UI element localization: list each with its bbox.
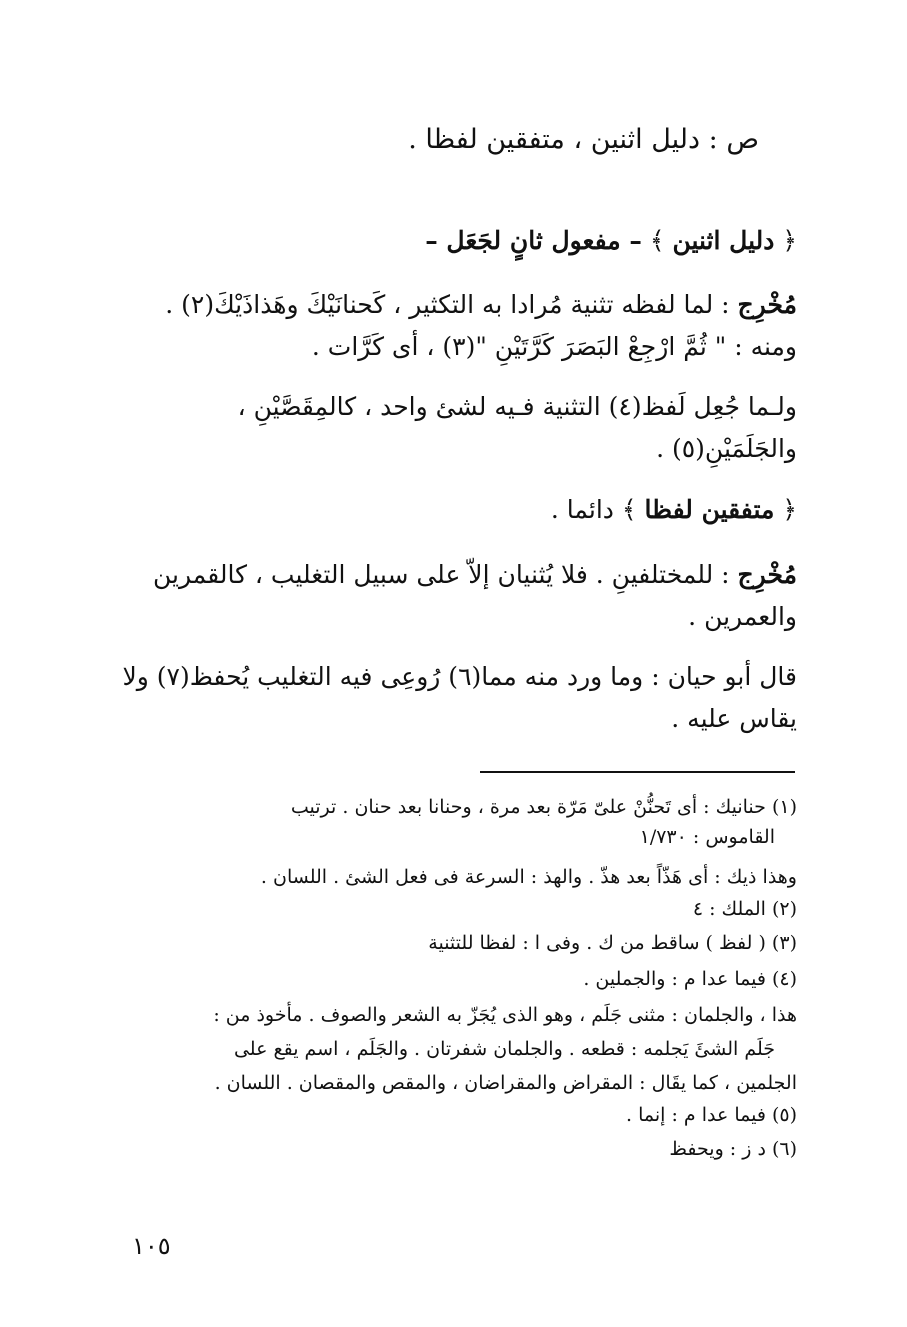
entry-definition: دائما .	[550, 495, 614, 524]
section-mark: ص	[726, 124, 759, 155]
footnote-line: وهذا ذيك : أى هَذّاً بعد هذّ . والهذ : السرعة فى فعل الشئ . اللسان .	[260, 866, 797, 888]
ornament-open: ﴿	[782, 226, 797, 255]
ornament-close: ﴾	[649, 226, 665, 255]
paragraph-text: والجَلَمَيْنِ(٥) .	[656, 434, 797, 463]
footnote-line: هذا ، والجلمان : مثنى جَلَم ، وهو الذى يُجَزّ به الشعر والصوف . مأخوذ من :	[213, 1004, 797, 1026]
paragraph-text: ومنه : " ثُمَّ ارْجِعْ البَصَرَ كَرَّتَيْنِ "(٣) ، أى كَرَّات .	[311, 332, 797, 361]
footnote-line: جَلَم الشئَ يَجلمه : قطعه . والجلمان شفرتان . والجَلَم ، اسم يقع على	[233, 1038, 775, 1060]
entry-term: متفقين لفظا	[644, 495, 775, 524]
footnote-line: (٣) ( لفظ ) ساقط من ك . وفى ا : لفظا للتثنية	[428, 932, 797, 954]
footnote-line: (٢) الملك : ٤	[692, 898, 797, 920]
paragraph-line	[107, 392, 797, 421]
footnote-line: (١) حنانيك : أى تَحنُّنْ علىّ مَرّة بعد مرة ، وحنانا بعد حنان . ترتيب	[290, 796, 797, 818]
lead-word: مُخْرِج	[737, 290, 797, 319]
lead-word: مُخْرِج	[737, 560, 797, 589]
paragraph-line	[107, 602, 797, 631]
ornament-close: ﴾	[621, 495, 637, 524]
paragraph-line	[107, 290, 797, 319]
paragraph-line	[107, 434, 797, 463]
footnote-line: (٦) د ز : ويحفظ	[669, 1138, 797, 1160]
paragraph-text: يقاس عليه .	[671, 704, 797, 733]
paragraph-text: : للمختلفينِ . فلا يُثنيان إلاّ على سبيل التغليب ، كالقمرين	[152, 560, 730, 589]
entry-heading-1	[107, 226, 797, 255]
paragraph-line	[107, 560, 797, 589]
footnote-line: القاموس : ١/٧٣٠	[639, 826, 775, 848]
paragraph-text: قال أبو حيان : وما ورد منه مما(٦) رُوعِى فيه التغليب يُحفظ(٧) ولا	[122, 662, 797, 691]
paragraph-line	[107, 332, 797, 361]
running-header	[69, 124, 759, 155]
paragraph-line	[107, 704, 797, 733]
paragraph-text: ولـما جُعِل لَفظ(٤) التثنية فـيه لشئ واحد ، كالمِقَصَّيْنِ ،	[237, 392, 797, 421]
page-number: ١٠٥	[132, 1232, 171, 1260]
footnote-line: (٥) فيما عدا م : إنما .	[625, 1104, 797, 1126]
header-text: : دليل اثنين ، متفقين لفظا .	[408, 124, 718, 155]
footnote-line: (٤) فيما عدا م : والجملين .	[583, 968, 797, 990]
ornament-open: ﴿	[782, 495, 797, 524]
footnote-separator	[480, 771, 795, 773]
entry-term: دليل اثنين	[672, 226, 775, 255]
footnote-line: الجلمين ، كما يقَال : المقراض والمقراضان ، والمقص والمقصان . اللسان .	[214, 1072, 797, 1094]
paragraph-line	[107, 662, 797, 691]
paragraph-text: : لما لفظه تثنية مُرادا به التكثير ، كَحنانَيْكَ وهَذاذَيْكَ(٢) .	[165, 290, 730, 319]
paragraph-text: والعمرين .	[688, 602, 797, 631]
entry-heading-2	[107, 495, 797, 524]
entry-definition: – مفعول ثانٍ لجَعَل –	[425, 226, 642, 255]
